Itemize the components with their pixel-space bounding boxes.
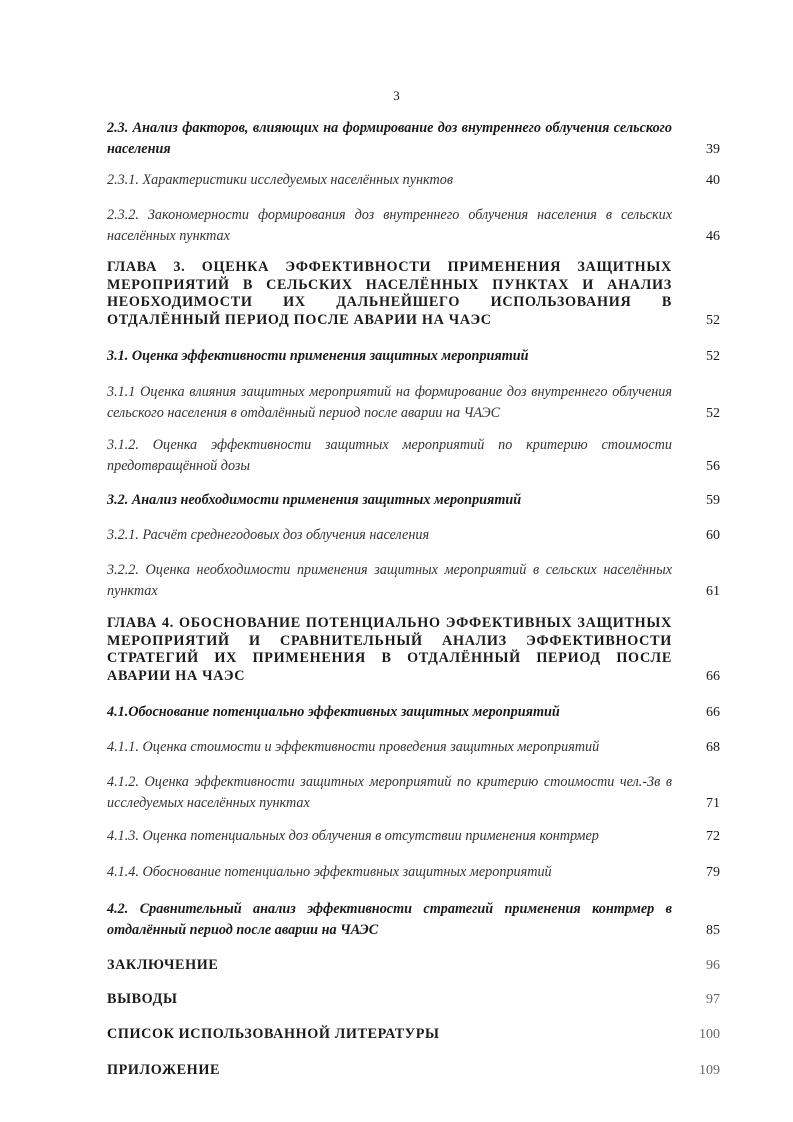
toc-entry[interactable] — [107, 490, 720, 511]
toc-entry-title: ЗАКЛЮЧЕНИЕ — [107, 957, 219, 973]
toc-entry-title: 4.1.1. Оценка стоимости и эффективности проведения защитных мероприятий — [107, 739, 600, 755]
toc-entry[interactable] — [107, 826, 720, 847]
toc-entry-title: 4.2. Сравнительный анализ эффективности стратегий применения контрмер в отдалённый период после аварии на ЧАЭС — [107, 901, 672, 938]
toc-entry-page: 56 — [706, 459, 720, 474]
toc-entry-page: 52 — [706, 349, 720, 364]
toc-entry-page: 60 — [706, 528, 720, 543]
toc-entry[interactable] — [107, 346, 720, 367]
toc-entry[interactable] — [107, 702, 720, 723]
toc-entry-title: 3.1.2. Оценка эффективности защитных мероприятий по критерию стоимости предотвращённой дозы — [107, 437, 672, 474]
toc-entry-page: 61 — [706, 584, 720, 599]
toc-entry-title: 3.2.1. Расчёт среднегодовых доз облучения населения — [107, 527, 430, 543]
toc-entry[interactable] — [107, 989, 720, 1010]
toc-entry-page: 96 — [706, 958, 720, 973]
toc-entry-page: 100 — [699, 1027, 720, 1042]
toc-entry-title: ГЛАВА 4. ОБОСНОВАНИЕ ПОТЕНЦИАЛЬНО ЭФФЕКТИВНЫХ ЗАЩИТНЫХ МЕРОПРИЯТИЙ И СРАВНИТЕЛЬНЫЙ АНАЛИЗ ЭФФЕКТИВНОСТИ СТРАТЕГИЙ ИХ ПРИМЕНЕНИЯ В ОТДАЛЁННЫЙ ПЕРИОД ПОСЛЕ АВАРИИ НА ЧАЭС — [107, 615, 672, 684]
toc-entry-page: 52 — [706, 406, 720, 421]
toc-entry-title: 3.1. Оценка эффективности применения защитных мероприятий — [107, 348, 529, 364]
page-number: 3 — [393, 88, 400, 103]
toc-entry[interactable] — [107, 737, 720, 758]
toc-entry-title: 2.3.1. Характеристики исследуемых населённых пунктов — [107, 172, 453, 188]
toc-entry-page: 109 — [699, 1063, 720, 1078]
toc-entry-title: ГЛАВА 3. ОЦЕНКА ЭФФЕКТИВНОСТИ ПРИМЕНЕНИЯ ЗАЩИТНЫХ МЕРОПРИЯТИЙ В СЕЛЬСКИХ НАСЕЛЁННЫХ ПУНКТАХ И АНАЛИЗ НЕОБХОДИМОСТИ ИХ ДАЛЬНЕЙШЕГО ИСПОЛЬЗОВАНИЯ В ОТДАЛЁННЫЙ ПЕРИОД ПОСЛЕ АВАРИИ НА ЧАЭС — [107, 259, 672, 328]
toc-entry-page: 68 — [706, 740, 720, 755]
toc-entry-title: 4.1.4. Обоснование потенциально эффективных защитных мероприятий — [107, 864, 552, 880]
toc-entry-title: 2.3.2. Закономерности формирования доз внутреннего облучения населения в сельских населённых пунктах — [107, 207, 672, 244]
toc-entry-page: 46 — [706, 229, 720, 244]
toc-entry-title: 4.1.2. Оценка эффективности защитных мероприятий по критерию стоимости чел.-Зв в исследуемых населённых пунктах — [107, 774, 672, 811]
toc-entry-title: СПИСОК ИСПОЛЬЗОВАННОЙ ЛИТЕРАТУРЫ — [107, 1026, 440, 1042]
toc-entry-page: 85 — [706, 923, 720, 938]
toc-entry-title: 3.2. Анализ необходимости применения защитных мероприятий — [107, 492, 522, 508]
toc-entry[interactable] — [107, 435, 720, 477]
toc-entry-title: ПРИЛОЖЕНИЕ — [107, 1062, 221, 1078]
toc-entry-page: 59 — [706, 493, 720, 508]
toc-entry[interactable] — [107, 118, 720, 160]
toc-entry[interactable] — [107, 205, 720, 247]
toc-entry-page: 71 — [706, 796, 720, 811]
toc-entry-title: ВЫВОДЫ — [107, 991, 178, 1007]
toc-entry-title: 3.1.1 Оценка влияния защитных мероприятий на формирование доз внутреннего облучения сельского населения в отдалённый период после аварии на ЧАЭС — [107, 384, 672, 421]
toc-entry-page: 39 — [706, 142, 720, 157]
toc-entry[interactable] — [107, 615, 720, 685]
toc-entry[interactable] — [107, 862, 720, 883]
toc-entry-page: 79 — [706, 865, 720, 880]
toc-entry-title: 4.1.Обоснование потенциально эффективных защитных мероприятий — [107, 704, 560, 720]
toc-entry[interactable] — [107, 560, 720, 602]
toc-entry-title: 3.2.2. Оценка необходимости применения защитных мероприятий в сельских населённых пунктах — [107, 562, 672, 599]
toc-entry-page: 66 — [706, 705, 720, 720]
toc-entry[interactable] — [107, 382, 720, 424]
toc-entry[interactable] — [107, 899, 720, 941]
toc-entry-title: 4.1.3. Оценка потенциальных доз облучения в отсутствии применения контрмер — [107, 828, 599, 844]
toc-entry-page: 52 — [706, 312, 720, 328]
toc-entry[interactable] — [107, 1024, 720, 1045]
toc-entry-page: 97 — [706, 992, 720, 1007]
toc-entry[interactable] — [107, 525, 720, 546]
toc-entry-page: 72 — [706, 829, 720, 844]
toc-entry[interactable] — [107, 772, 720, 814]
toc-entry[interactable] — [107, 1060, 720, 1081]
toc-entry-page: 66 — [706, 668, 720, 684]
toc-entry[interactable] — [107, 955, 720, 976]
toc-entry[interactable] — [107, 170, 720, 191]
toc-entry-page: 40 — [706, 173, 720, 188]
toc-entry-title: 2.3. Анализ факторов, влияющих на формирование доз внутреннего облучения сельского населения — [107, 120, 672, 157]
toc-entry[interactable] — [107, 259, 720, 329]
